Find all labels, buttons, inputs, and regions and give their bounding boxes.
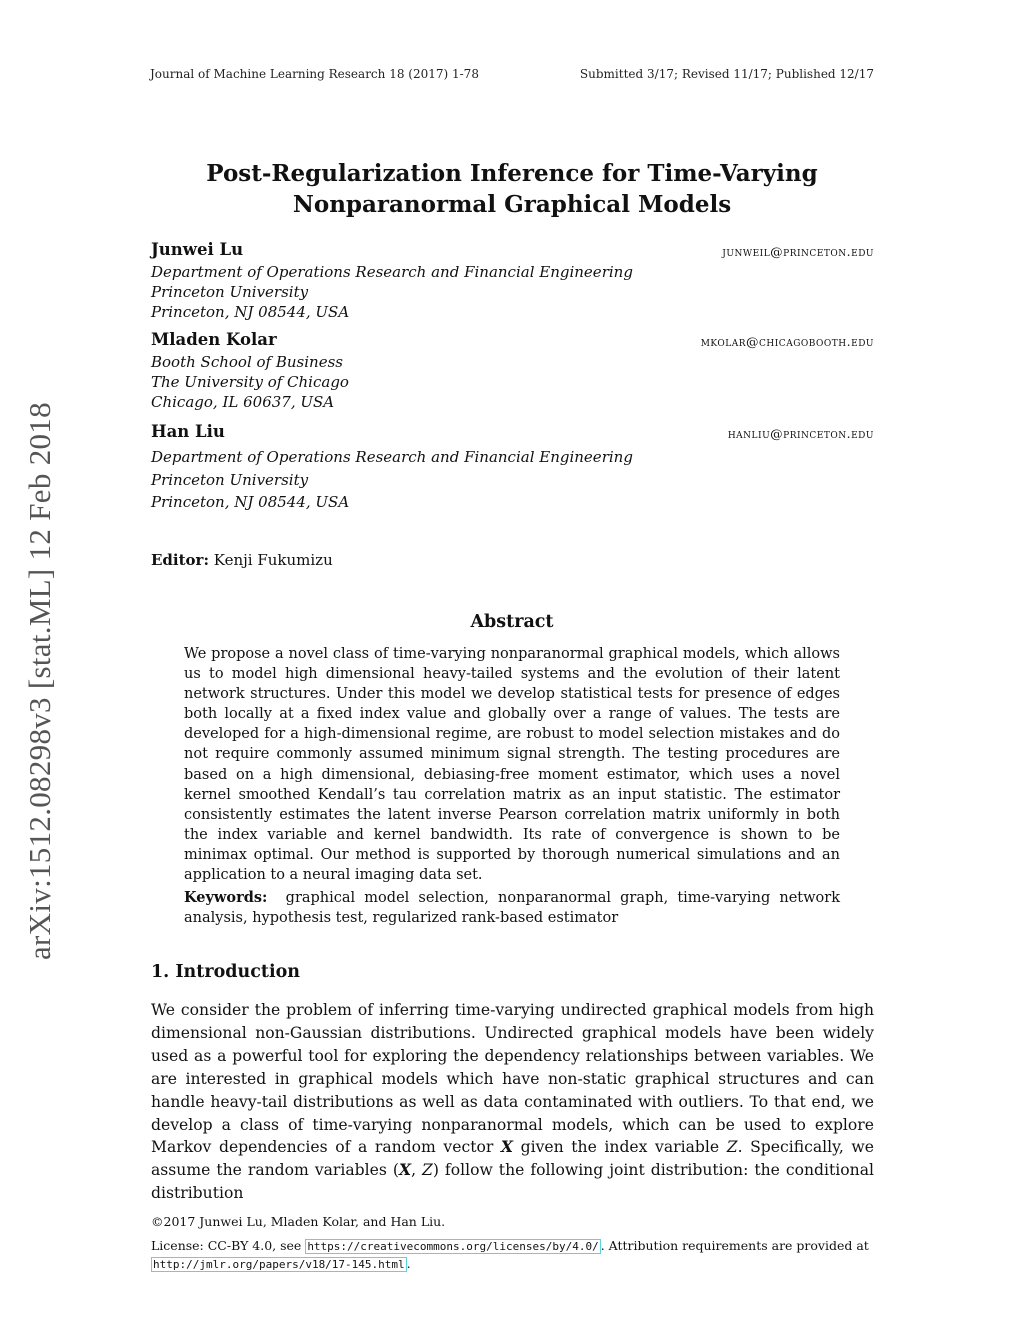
arxiv-stamp-text: arXiv:1512.08298v3 [stat.ML] 12 Feb 2018 <box>22 402 57 960</box>
editor-label: Editor: <box>151 551 209 569</box>
attribution-link[interactable]: http://jmlr.org/papers/v18/17-145.html <box>153 1258 405 1271</box>
license-mid: . Attribution requirements are provided at <box>600 1238 869 1253</box>
intro-text: . Specifically, we assume the random variables ( <box>151 1138 875 1180</box>
author-email[interactable]: mkolar@chicagobooth.edu <box>700 334 874 349</box>
math-var-z: Z <box>422 1161 433 1180</box>
intro-paragraph <box>151 999 874 1205</box>
math-var-x: X <box>500 1137 514 1157</box>
editor-line <box>151 551 333 569</box>
math-var-z: Z <box>726 1138 738 1157</box>
intro-text: ) follow the following joint distribution: the conditional distribution <box>151 1161 874 1203</box>
affiliation-line: Princeton University <box>151 470 309 489</box>
section-heading: 1. Introduction <box>151 962 300 982</box>
copyright-notice: ©2017 Junwei Lu, Mladen Kolar, and Han Liu. <box>151 1214 446 1229</box>
affiliation-line: Princeton University <box>151 283 309 301</box>
editor-name: Kenji Fukumizu <box>213 551 333 569</box>
affiliation-line: The University of Chicago <box>151 373 349 391</box>
keywords-text: graphical model selection, nonparanormal graph, time-varying network analysis, hypothesis test, regularized rank-based estimator <box>184 890 840 926</box>
math-var-x: X <box>398 1160 412 1180</box>
author-name: Han Liu <box>151 422 225 441</box>
affiliation-line: Chicago, IL 60637, USA <box>151 393 335 411</box>
author-name: Mladen Kolar <box>151 330 277 349</box>
abstract-text: We propose a novel class of time-varying nonparanormal graphical models, which allows us to model high dimensional heavy-tailed systems and the evolution of their latent network structures. Under this model we develop statistical tests for presence of edges both locally at a fixed index value and globally over a range of values. The tests are developed for a high-dimensional regime, are robust to model selection mistakes and do not require commonly assumed minimum signal strength. The testing procedures are based on a high dimensional, debiasing-free moment estimator, which uses a novel kernel smoothed Kendall’s tau correlation matrix as an input statistic. The estimator consistently estimates the latent inverse Pearson correlation matrix uniformly in both the index variable and kernel bandwidth. Its rate of convergence is shown to be minimax optimal. Our method is supported by thorough numerical simulations and an application to a neural imaging data set. <box>184 646 840 884</box>
license-prefix: License: CC-BY 4.0, see <box>151 1238 302 1253</box>
author-email[interactable]: junweil@princeton.edu <box>722 244 874 259</box>
affiliation-line: Department of Operations Research and Financial Engineering <box>151 448 633 466</box>
affiliation-line: Princeton, NJ 08544, USA <box>151 493 350 511</box>
paper-title-line-2: Nonparanormal Graphical Models <box>292 191 732 218</box>
author-affiliation <box>151 262 633 322</box>
intro-text: We consider the problem of inferring time-varying undirected graphical models from high dimensional non-Gaussian distributions. Undirected graphical models have been widely used as a powerful tool for exploring the dependency relationships between variables. We are interested in graphical models which have non-static graphical structures and can handle heavy-tail distributions as well as data contaminated with outliers. To that end, we develop a class of time-varying nonparanormal models, which can be used to explore Markov dependencies of a random vector <box>151 1001 874 1157</box>
keywords <box>184 888 840 928</box>
intro-text: , <box>411 1161 423 1180</box>
running-head-dates: Submitted 3/17; Revised 11/17; Published 12/17 <box>579 67 874 81</box>
license-notice <box>151 1237 874 1273</box>
paper-title <box>150 158 874 220</box>
abstract-heading: Abstract <box>470 612 554 632</box>
author-affiliation <box>151 446 633 514</box>
paper-title-line-1: Post-Regularization Inference for Time-Varying <box>206 160 818 187</box>
affiliation-line: Booth School of Business <box>151 353 343 371</box>
keywords-label: Keywords: <box>184 889 268 906</box>
running-head-journal: Journal of Machine Learning Research 18 (2017) 1-78 <box>150 67 479 81</box>
author-affiliation <box>151 352 349 412</box>
author-name: Junwei Lu <box>151 240 244 259</box>
affiliation-line: Princeton, NJ 08544, USA <box>151 303 350 321</box>
author-email[interactable]: hanliu@princeton.edu <box>727 426 874 441</box>
affiliation-line: Department of Operations Research and Financial Engineering <box>151 263 633 281</box>
license-link[interactable]: https://creativecommons.org/licenses/by/4.0/ <box>307 1240 599 1253</box>
intro-text: given the index variable <box>520 1138 720 1157</box>
license-suffix: . <box>406 1256 411 1271</box>
